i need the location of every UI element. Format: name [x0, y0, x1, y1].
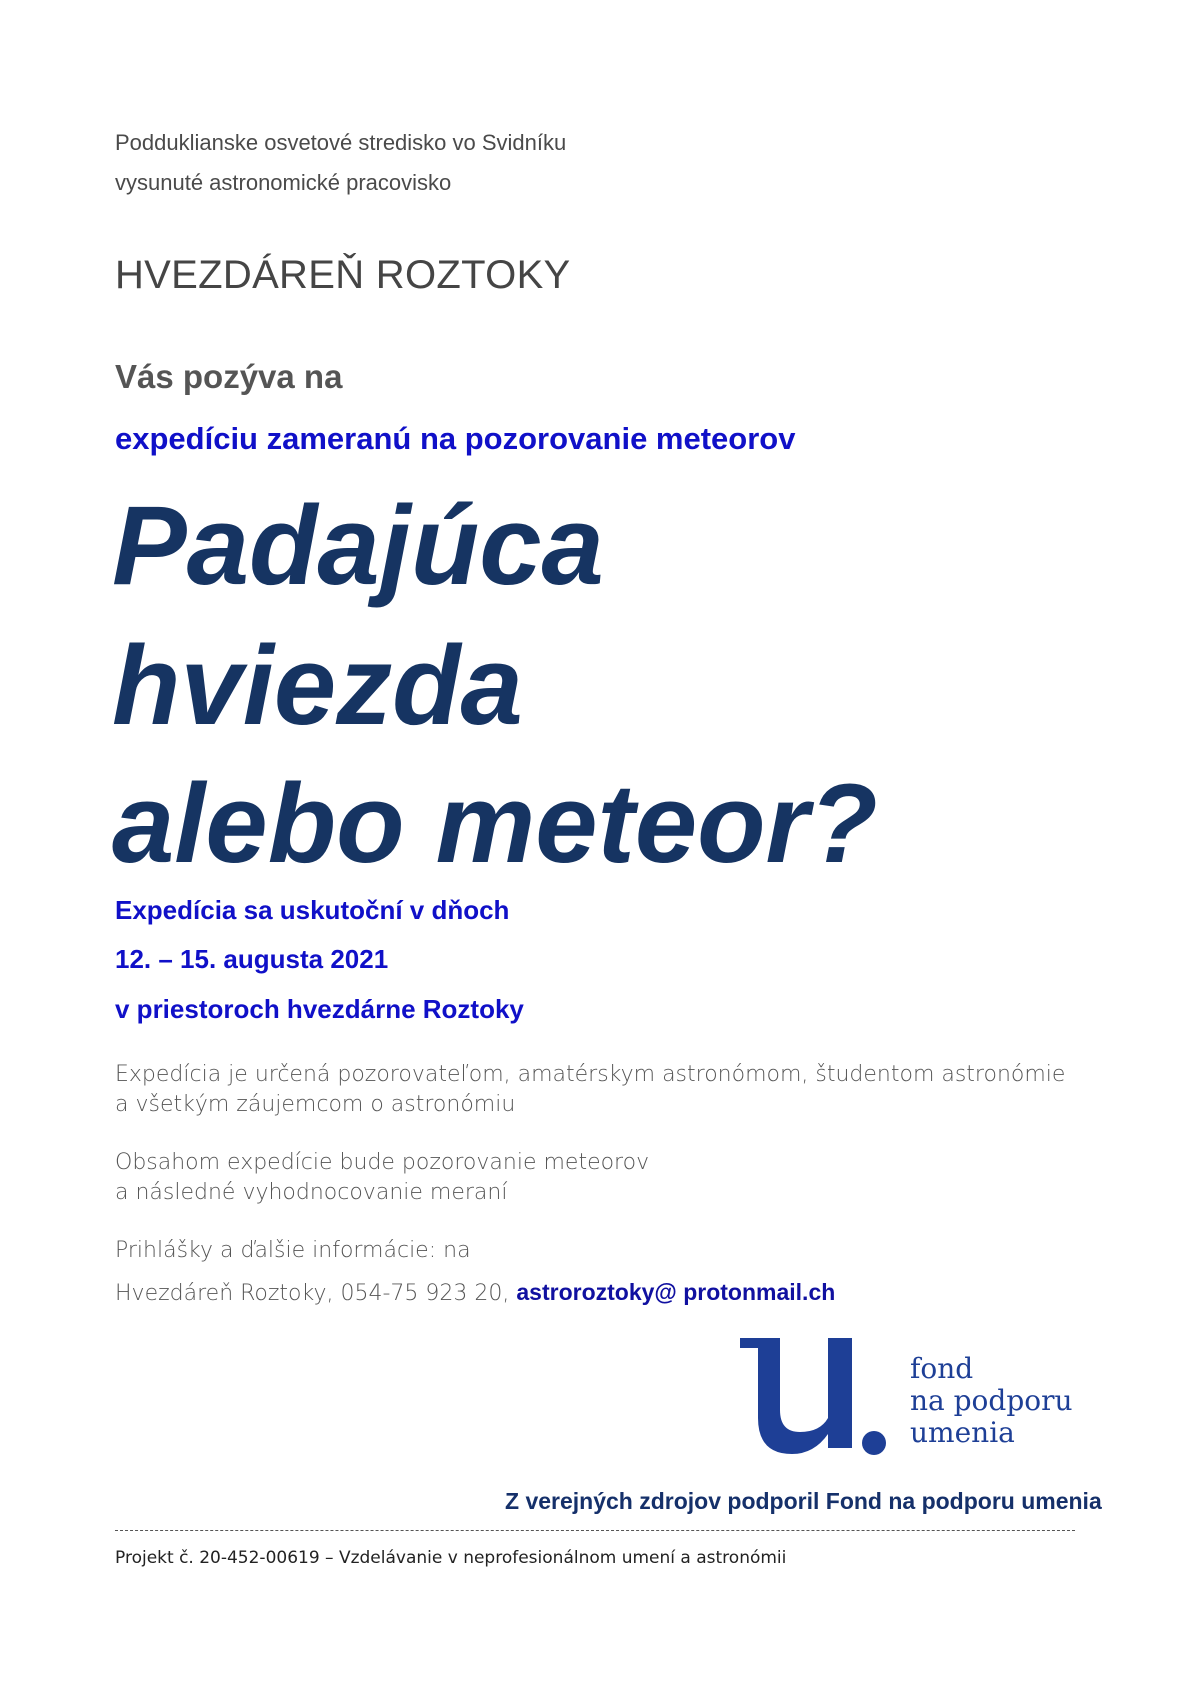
support-statement: Z verejných zdrojov podporil Fond na podporu umenia [505, 1488, 1102, 1514]
headline-line-2: hviezda [112, 623, 523, 748]
fund-logo-line-3: umenia [910, 1416, 1015, 1449]
content-line-2: a následné vyhodnocovanie meraní [115, 1180, 508, 1205]
audience-line-1: Expedícia je určená pozorovateľom, amatérskym astronómom, študentom astronómie [115, 1062, 1066, 1087]
footer-divider [115, 1530, 1075, 1531]
observatory-name: HVEZDÁREŇ ROZTOKY [115, 253, 571, 297]
expedition-subtitle: expedíciu zameranú na pozorovanie meteorov [115, 421, 796, 456]
audience-line-2: a všetkým záujemcom o astronómiu [115, 1092, 516, 1117]
fund-logo-line-2: na podporu [910, 1384, 1073, 1417]
event-dates: 12. – 15. augusta 2021 [115, 944, 389, 974]
project-number: Projekt č. 20-452-00619 – Vzdelávanie v neprofesionálnom umení a astronómii [115, 1548, 787, 1568]
content-line-1: Obsahom expedície bude pozorovanie meteorov [115, 1150, 650, 1175]
org-name: Podduklianske osvetové stredisko vo Svidníku [115, 130, 567, 155]
headline-line-1: Padajúca [112, 483, 604, 608]
contact-details: Hvezdáreň Roztoky, 054-75 923 20, [115, 1281, 510, 1306]
event-when-intro: Expedícia sa uskutoční v dňoch [115, 895, 510, 925]
contact-intro: Prihlášky a ďalšie informácie: na [115, 1238, 471, 1263]
headline-line-3: alebo meteor? [112, 761, 878, 886]
email-link[interactable]: astroroztoky@ protonmail.ch [516, 1279, 836, 1305]
fund-logo-line-1: fond [910, 1352, 974, 1385]
invitation-lead: Vás pozýva na [115, 358, 343, 395]
fund-u-logo-icon [740, 1330, 890, 1460]
event-location: v priestoroch hvezdárne Roztoky [115, 994, 524, 1024]
contact-line [115, 1279, 835, 1306]
org-subtitle: vysunuté astronomické pracovisko [115, 170, 452, 195]
